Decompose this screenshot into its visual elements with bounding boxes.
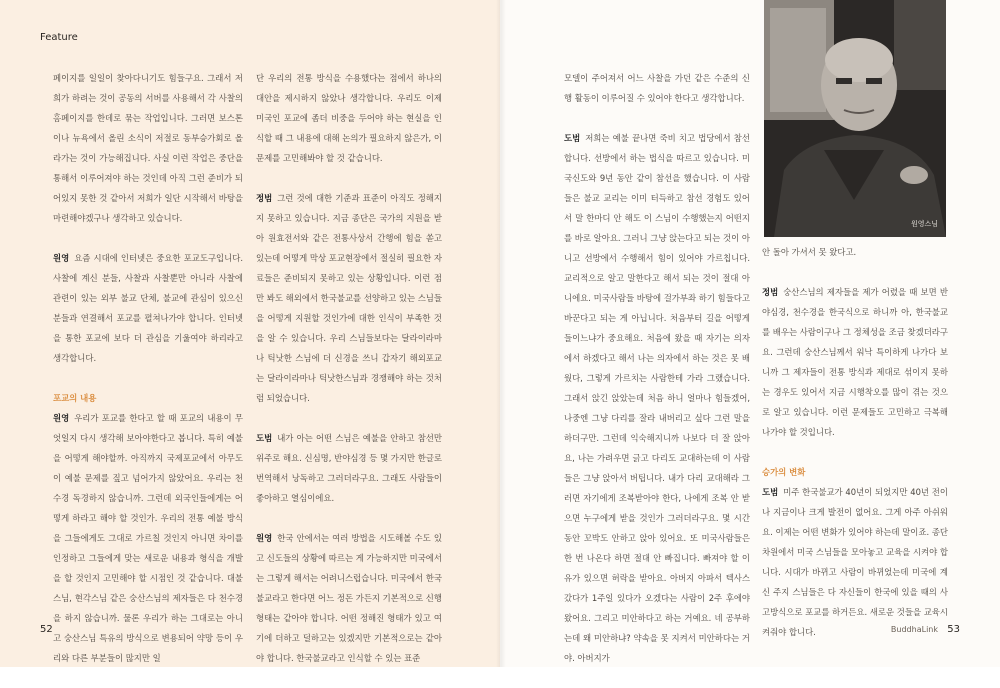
column-3	[564, 68, 750, 688]
speech-text: 미주 한국불교가 40년이 되었지만 40년 전이나 지금이나 크게 발전이 없어요. 그게 아주 아쉬워요. 이제는 어떤 변화가 있어야 하는데 말이죠. 종단 차원에서 미국 스님들을 모아놓고 교육을 시켜야 합니다. 시대가 바뀌고 사람이 바뀌었는데 미국에 계신 주지 스님들은 다 자신들이 한국에 있을 때의 사고방식으로 포교를 하거든요. 새로운 것들을 교육시켜줘야 합니다.	[762, 487, 948, 637]
paragraph: 안 돌아 가셔서 못 왔다고.	[762, 247, 857, 257]
speech-text: 그런 것에 대한 기준과 표준이 아직도 정해지지 못하고 있습니다. 지금 종단은 국가의 지원을 받아 원효전서와 같은 전통사상서 간행에 힘을 쏟고 있는데 어떻게 막상 포교현장에서 절실히 필요한 자료들은 준비되지 못하고 있는 상황입니다. 이런 점만 봐도 해외에서 한국불교를 선양하고 있는 스님들을 어떻게 지원할 것인가에 대한 인식이 부족한 것을 알 수 있습니다. 우리 스님들보다는 달라이라마나 틱낫한 스님에 더 신경을 쓰니 갑자기 해외포교는 달라이라마나 틱낫한스님과 경쟁해야 하는 것처럼 되었습니다.	[256, 193, 442, 403]
paragraph: 페이지를 일일이 찾아다니기도 힘들구요. 그래서 저희가 하려는 것이 공동의 서버를 사용해서 각 사찰의 홈페이지를 한데로 묶는 작업입니다. 그러면 보스톤이나 뉴욕에서 올린 소식이 저절로 동부승가회로 올라가는 것이 가능해집니다. 사실 이런 작업은 중단을 통해서 이루어져야 하는 것인데 아직 그런 준비가 되어있지 못한 것 같아서 저희가 일단 시작해서 바탕을 마련해야겠구나 생각하고 있습니다.	[53, 73, 243, 223]
portrait-illustration	[764, 0, 946, 237]
left-page	[0, 0, 500, 667]
paragraph	[762, 482, 948, 642]
paragraph: 모델이 주어져서 어느 사찰을 가던 같은 수준의 신행 활동이 이루어질 수 있어야 한다고 생각합니다.	[564, 73, 750, 103]
paragraph	[53, 248, 243, 368]
subheading: 포교의 내용	[53, 393, 97, 403]
page-number-left: 52	[40, 624, 53, 635]
column-2	[256, 68, 442, 688]
paragraph: 단 우리의 전통 방식을 수용했다는 점에서 하나의 대안을 제시하지 않았나 생각합니다. 우리도 이제 미국인 포교에 좀더 비중을 두어야 하는 현실을 인식할 때 그 내용에 대해 논의가 필요하지 않은가, 이 문제를 고민해봐야 할 것 같습니다.	[256, 73, 442, 163]
speech-text: 숭산스님의 제자들을 제가 어렸을 때 보면 반야심경, 천수경을 한국식으로 하니까 아, 한국불교를 배우는 사람이구나 그 정체성을 조금 찾겠더라구요. 그런데 숭산스님께서 워낙 특이하게 나가다 보니까 그 제자들이 전통 방식과 제대로 섞이지 못하는 경우도 있어서 지금 시행착오를 많이 겪는 것으로 알고 있습니다. 이런 문제들도 고민하고 극복해 나가야 할 것입니다.	[762, 287, 948, 437]
speaker-name: 도범	[564, 133, 581, 143]
paragraph	[256, 188, 442, 408]
speech-text: 우리가 포교를 한다고 할 때 포교의 내용이 무엇일지 다시 생각해 보아야한다고 봅니다. 특히 예불을 어떻게 해야할까. 아직까지 국제포교에서 아무도 이 예불 문제를 짚고 넘어가지 않았어요. 우리는 천수경 독경하지 않습니까. 그런데 외국인들에게는 어떻게 하라고 해야 할 것인가. 우리의 전통 예불 방식을 그들에게도 그대로 가르칠 것인지 아니면 차이를 인정하고 그들에게 맞는 새로운 내용과 형식을 개발을 할 것인지 고민해야 할 시점인 것 같습니다. 대불스님, 현각스님 같은 숭산스님의 제자들은 다 천수경을 하지 않습니까. 물론 우리가 하는 그대로는 아니고 숭산스님 특유의 방식으로 변용되어 약망 등이 우리와 다른 부분들이 많지만 일	[53, 413, 243, 663]
speech-text: 저희는 예불 끝나면 죽비 치고 법당에서 참선합니다. 선방에서 하는 법식을 따르고 있습니다. 미국신도와 9년 동안 같이 참선을 했습니다. 이 사람들은 불교 교리는 이미 터득하고 참선 경험도 있어서 말 한마디 안 해도 이 스님이 수행했는지 어떤지를 바로 알아요. 그러니 그냥 앉는다고 되는 것이 아니고 선방에서 수행해서 힘이 있어야 가르칩니다. 교리적으로 알고 말한다고 해서 되는 것이 절대 아니에요. 미국사람들 바탕에 걸가부좌 하기 힘들다고 바꾼다고 되는 게 아닙니다. 처음부터 길을 어떻게 들이느냐가 중요해요. 처음에 왔을 때 자기는 의자에서 하겠다고 해서 나는 의자에서 하는 것은 못 배웠다, 그렇게 가르치는 사람한테 가라 그랬습니다. 그래서 앉긴 앉았는데 처음 하니 얼마나 힘들겠어, 나중엔 그냥 다리를 잘라 내버리고 싶다 그런 말을 하더구만. 그런데 익숙해지니까 나보다 더 잘 앉아요, 나는 가려우면 긁고 다리도 교대하는데 이 사람들은 그냥 앉아서 버팁니다. 내가 다리 교대해라 그러면 자기에게 조복받아야 한다, 나에게 조복 안 받으면 누구에게 받을 것인가 그러더라구요. 몇 시간 동안 꼬박도 안하고 앉아 있어요. 또 미국사람들은 한 번 나온다 하면 절대 안 빠집니다. 빠져야 할 이유가 있으면 허락을 받아요. 아버지 아파서 텍사스 갔다가 1주일 있다가 오겠다는 사람이 2주 후에야 왔어요. 그리고 미안하다고 하는 거예요. 네 공부하는데 왜 미안하냐? 약속을 못 지켜서 미안하다는 거야. 아버지가	[564, 133, 750, 663]
column-4	[762, 242, 948, 662]
speaker-name: 원영	[256, 533, 273, 543]
speaker-name: 원영	[53, 253, 70, 263]
speech-text: 한국 안에서는 여러 방법을 시도해볼 수도 있고 신도들의 상황에 따르는 게 가능하지만 미국에서는 그렇게 해서는 어려니스럽습니다. 미국에서 한국불교라고 한다면 어느 정돈 가든지 기본적으로 신행 형태는 같아야 합니다. 어떤 정해진 형태가 있고 여기에 더하고 덜하고는 있겠지만 기본적으로는 같아야 합니다. 한국불교라고 인식할 수 있는 표준	[256, 533, 442, 663]
column-1	[53, 68, 243, 688]
speaker-name: 도범	[762, 487, 779, 497]
magazine-brand: BuddhaLink	[890, 625, 938, 634]
paragraph	[53, 408, 243, 668]
speaker-name: 정범	[256, 193, 273, 203]
speech-text: 내가 아는 어떤 스님은 예불을 안하고 참선만 위주로 해요. 신심명, 반야심경 등 몇 가지만 한글로 번역해서 낭독하고 그러더라구요. 그래도 사람들이 좋아하고 열심이에요.	[256, 433, 442, 503]
speaker-name: 정범	[762, 287, 779, 297]
subheading: 승가의 변화	[762, 467, 806, 477]
speech-text: 요즘 시대에 인터넷은 중요한 포교도구입니다. 사찰에 계신 분들, 사찰과 사찰뿐만 아니라 사찰에 관련이 있는 외부 불교 단체, 불교에 관심이 있으신 분들과 연결해서 포교를 펼쳐나가야 합니다. 인터넷을 통한 포교에 보다 더 관심을 기울여야 하리라고 생각합니다.	[53, 253, 243, 363]
speaker-name: 도범	[256, 433, 273, 443]
speaker-name: 원영	[53, 413, 70, 423]
paragraph	[564, 128, 750, 668]
page-number-right: 53	[947, 624, 960, 635]
paragraph	[256, 428, 442, 508]
paragraph	[762, 282, 948, 442]
page-gutter	[496, 0, 506, 667]
paragraph	[256, 528, 442, 668]
monk-portrait-photo	[764, 0, 946, 237]
photo-caption: 원영스님	[910, 220, 938, 228]
section-label: Feature	[40, 32, 78, 43]
